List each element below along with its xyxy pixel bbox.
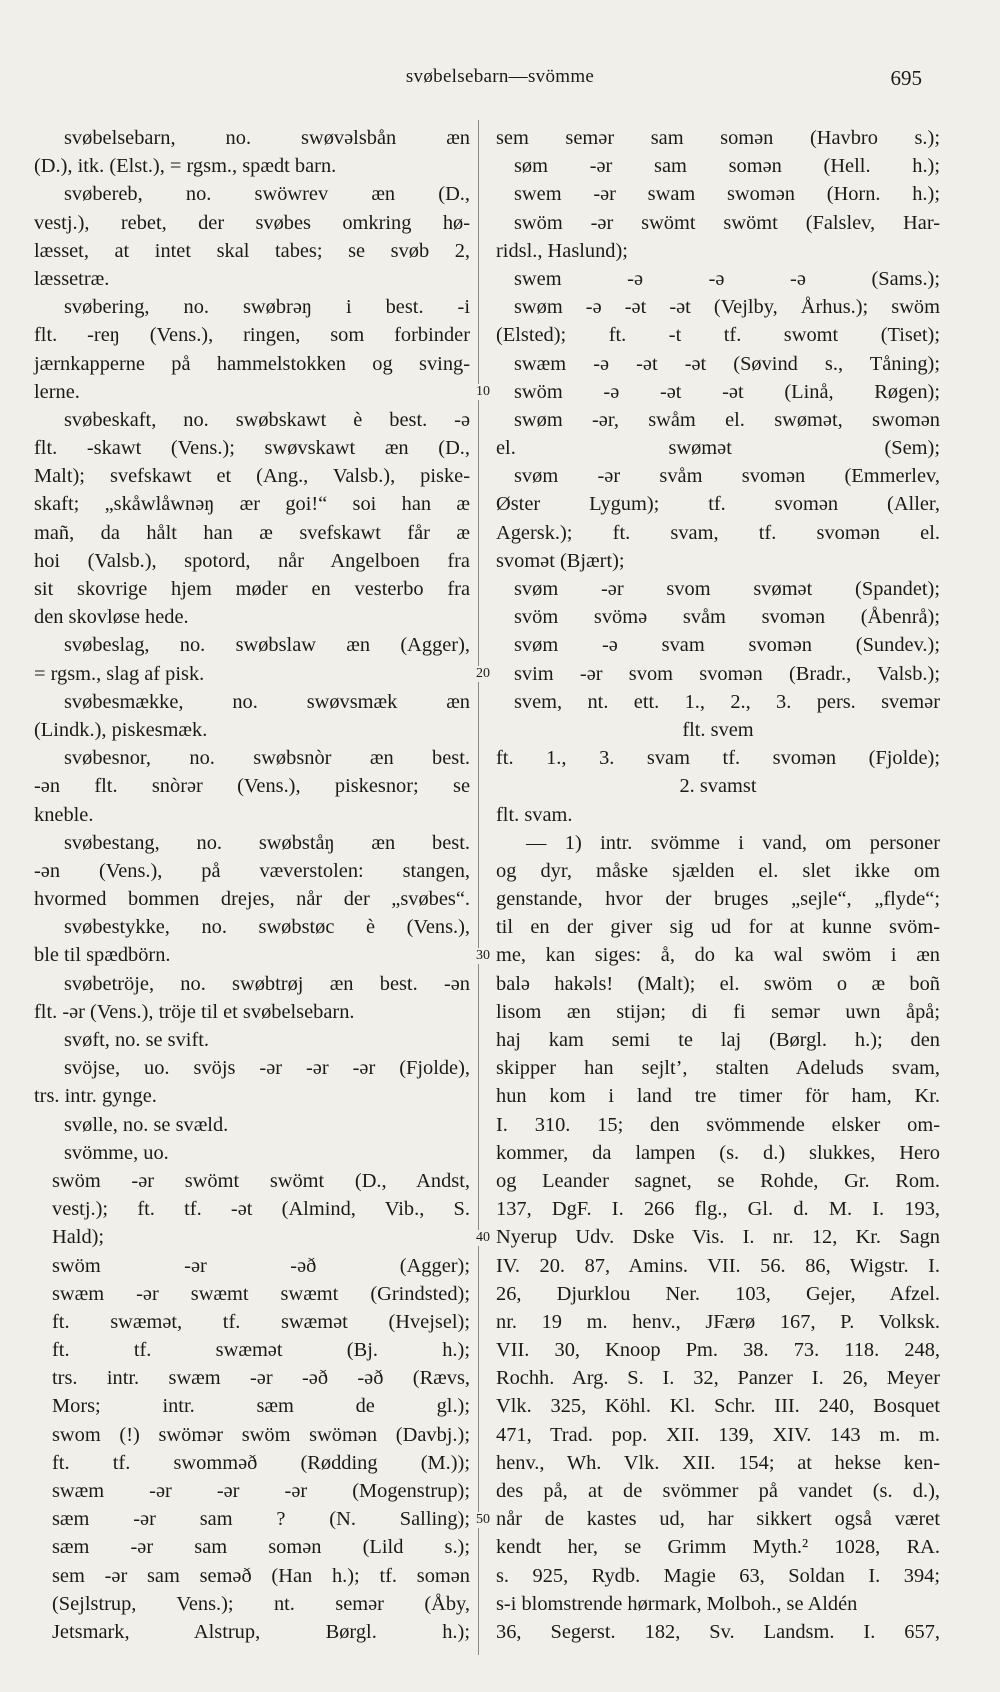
left-column-line: svølle, no. se svæld.: [64, 1113, 229, 1136]
right-column-line: flt. svem: [682, 718, 754, 741]
left-column-line: Jetsmark, Alstrup, Børgl. h.);: [52, 1620, 470, 1643]
line-number: 10: [472, 384, 494, 400]
right-column-line: svöm svömə svåm svomən (Åbenrå);: [514, 606, 940, 629]
right-column-line: når de kastes ud, har sikkert også været: [496, 1508, 940, 1531]
left-column-line: (D.), itk. (Elst.), = rgsm., spædt barn.: [34, 155, 337, 178]
right-column-line: swøm -ər, swåm el. swømət, swomən: [514, 408, 940, 431]
right-column-line: VII. 30, Knoop Pm. 38. 73. 118. 248,: [496, 1339, 940, 1362]
right-column-line: og dyr, måske sjælden el. slet ikke om: [496, 859, 940, 882]
left-column-line: jærnkapperne på hammelstokken og sving-: [34, 352, 470, 375]
line-number: 50: [472, 1512, 494, 1528]
right-column-line: swem -ər swam swomən (Horn. h.);: [514, 183, 940, 206]
left-column-line: swöm -ər swömt swömt (D., Andst,: [52, 1169, 470, 1192]
left-column-line: sæm -ər sam ? (N. Salling);: [52, 1508, 470, 1531]
right-column-line: IV. 20. 87, Amins. VII. 56. 86, Wigstr. I.: [496, 1254, 940, 1277]
right-column-line: me, kan siges: å, do ka wal swöm i æn: [496, 944, 940, 967]
right-column-line: swøm -ə -ət -ət (Vejlby, Århus.); swöm: [514, 296, 940, 319]
right-column-line: svem, nt. ett. 1., 2., 3. pers. svemər: [514, 690, 940, 713]
left-column-line: ft. swæmət, tf. swæmət (Hvejsel);: [52, 1310, 470, 1333]
left-column-line: svömme, uo.: [64, 1141, 169, 1164]
right-column-line: kommer, da lampen (s. d.) slukkes, Hero: [496, 1141, 940, 1164]
left-column-line: svøbeskaft, no. swøbskawt è best. -ə: [64, 408, 470, 431]
right-column-line: I. 310. 15; den svömmende elsker om-: [496, 1113, 940, 1136]
left-column-line: mañ, da hålt han æ svefskawt får æ: [34, 521, 470, 544]
left-column-line: svøbelsebarn, no. swøvəlsbån æn: [64, 127, 470, 149]
right-column-line: 137, DgF. I. 266 flg., Gl. d. M. I. 193,: [496, 1198, 940, 1221]
left-column-line: Mors; intr. sæm de gl.);: [52, 1395, 470, 1418]
running-title: svøbelsebarn—svömme: [405, 66, 595, 87]
left-column-line: ft. tf. swæmət (Bj. h.);: [52, 1339, 470, 1362]
left-column-line: (Sejlstrup, Vens.); nt. semər (Åby,: [52, 1592, 470, 1615]
left-column-line: swöm -ər -əð (Agger);: [52, 1254, 470, 1277]
left-column-line: hoi (Valsb.), spotord, når Angelboen fra: [34, 549, 470, 572]
left-column-line: skaft; „skåwlåwnəŋ ær goi!“ soi han æ: [34, 493, 470, 516]
right-column-line: nr. 19 m. henv., JFærø 167, P. Volksk.: [496, 1310, 940, 1333]
left-column-line: svöjse, uo. svöjs -ər -ər -ər (Fjolde),: [64, 1057, 470, 1080]
left-column-line: swæm -ər swæmt swæmt (Grindsted);: [52, 1282, 470, 1305]
right-column-line: og Leander sagnet, se Rohde, Gr. Rom.: [496, 1169, 940, 1192]
left-column-line: sit skovrige hjem møder en vesterbo fra: [34, 578, 470, 600]
left-column-line: kneble.: [34, 803, 94, 826]
right-column-line: flt. svam.: [496, 803, 573, 826]
right-column-line: swöm -ər swömt swömt (Falslev, Har-: [514, 211, 940, 234]
right-column-line: (Elsted); ft. -t tf. swomt (Tiset);: [496, 324, 940, 347]
right-column-line: kendt her, se Grimm Myth.² 1028, RA.: [496, 1536, 940, 1559]
left-column-line: Hald);: [52, 1226, 105, 1249]
right-column-line: svøm -ər svom svømət (Spandet);: [514, 578, 940, 600]
left-column-line: flt. -ər (Vens.), tröje til et svøbelsebarn.: [34, 1000, 355, 1023]
right-column-line: ridsl., Haslund);: [496, 239, 628, 262]
left-column-line: vestj.); ft. tf. -ət (Almind, Vib., S.: [52, 1198, 470, 1221]
left-column-line: svøbetröje, no. swøbtrøj æn best. -ən: [64, 972, 470, 995]
left-column-line: svøbereb, no. swöwrev æn (D.,: [64, 183, 470, 206]
left-column-line: læssetræ.: [34, 267, 110, 290]
left-column-line: flt. -skawt (Vens.); swøvskawt æn (D.,: [34, 437, 470, 460]
right-column-line: 36, Segerst. 182, Sv. Landsm. I. 657,: [496, 1620, 940, 1643]
right-column-line: swæm -ə -ət -ət (Søvind s., Tåning);: [514, 352, 940, 375]
right-column-line: til en der giver sig ud for at kunne svöm-: [496, 916, 940, 939]
right-column-line: el. swømət (Sem);: [496, 437, 940, 460]
left-column-line: (Lindk.), piskesmæk.: [34, 718, 208, 741]
left-column-line: sem -ər sam seməð (Han h.); tf. somən: [52, 1564, 470, 1587]
left-column-line: læsset, at intet skal tabes; se svøb 2,: [34, 239, 470, 262]
column-divider: [478, 120, 479, 1655]
left-column-line: svøbesmække, no. swøvsmæk æn: [64, 690, 470, 713]
left-column-line: svøbestang, no. swøbståŋ æn best.: [64, 831, 470, 854]
left-column-line: svøbering, no. swøbrəŋ i best. -i: [64, 296, 470, 319]
page-header: [0, 66, 1000, 96]
right-column-line: 26, Djurklou Ner. 103, Gejer, Afzel.: [496, 1282, 940, 1305]
right-column-line: svim -ər svom svomən (Bradr., Valsb.);: [514, 662, 940, 685]
right-column-line: 471, Trad. pop. XII. 139, XIV. 143 m. m.: [496, 1423, 940, 1446]
right-column-line: skipper han sejlt’, stalten Adeluds svam,: [496, 1057, 940, 1080]
right-column-line: søm -ər sam somən (Hell. h.);: [514, 155, 940, 178]
right-column-line: hun kom i land tre timer för ham, Kr.: [496, 1085, 940, 1108]
left-column-line: ble til spædbörn.: [34, 944, 171, 967]
right-column-line: svøm -ə svam svomən (Sundev.);: [514, 634, 940, 657]
left-column-line: -ən flt. snòrər (Vens.), piskesnor; se: [34, 775, 470, 798]
right-column-line: ft. 1., 3. svam tf. svomən (Fjolde);: [496, 747, 940, 770]
left-column-line: vestj.), rebet, der svøbes omkring hø-: [34, 211, 470, 234]
left-column-line: -ən (Vens.), på væverstolen: stangen,: [34, 859, 470, 882]
right-column-line: Øster Lygum); tf. svomən (Aller,: [496, 493, 940, 516]
left-column-line: = rgsm., slag af pisk.: [34, 662, 205, 685]
right-column: [496, 124, 940, 1646]
right-column-line: Rochh. Arg. S. I. 32, Panzer I. 26, Meyer: [496, 1367, 940, 1390]
left-column-line: trs. intr. gynge.: [34, 1085, 157, 1108]
left-column-line: hvormed bommen drejes, når der „svøbes“.: [34, 888, 470, 911]
left-column-line: den skovløse hede.: [34, 606, 189, 629]
left-column-line: svøft, no. se svift.: [64, 1029, 209, 1051]
right-column-line: balə hakəls! (Malt); el. swöm o æ boñ: [496, 972, 940, 995]
line-number: 30: [472, 948, 494, 964]
left-column-line: swæm -ər -ər -ər (Mogenstrup);: [52, 1480, 470, 1502]
line-number: 40: [472, 1230, 494, 1246]
right-column-line: haj kam semi te laj (Børgl. h.); den: [496, 1029, 940, 1051]
right-column-line: genstande, hvor der bruges „sejle“, „flyde“;: [496, 888, 940, 911]
left-column-line: trs. intr. swæm -ər -əð -əð (Rævs,: [52, 1367, 470, 1390]
left-column-line: ft. tf. swomməð (Rødding (M.));: [52, 1451, 470, 1474]
right-column-line: Nyerup Udv. Dske Vis. I. nr. 12, Kr. Sagn: [496, 1226, 940, 1249]
right-column-line: 2. svamst: [679, 775, 757, 798]
right-column-line: swem -ə -ə -ə (Sams.);: [514, 267, 940, 290]
left-column-line: svøbeslag, no. swøbslaw æn (Agger),: [64, 634, 470, 657]
right-column-line: svomət (Bjært);: [496, 549, 625, 572]
left-column: [34, 124, 470, 1646]
left-column-line: svøbesnor, no. swøbsnòr æn best.: [64, 747, 470, 770]
page-number: 695: [890, 66, 922, 90]
right-column-line: s. 925, Rydb. Magie 63, Soldan I. 394;: [496, 1564, 940, 1587]
left-column-line: Malt); svefskawt et (Ang., Valsb.), piske-: [34, 465, 470, 488]
line-number: 20: [472, 666, 494, 682]
right-column-line: svøm -ər svåm svomən (Emmerlev,: [514, 465, 940, 488]
right-column-line: sem semər sam somən (Havbro s.);: [496, 127, 940, 149]
right-column-line: lisom æn stijən; di fi semər uwn åpå;: [496, 1000, 940, 1023]
right-column-line: Vlk. 325, Köhl. Kl. Schr. III. 240, Bosquet: [496, 1395, 940, 1418]
right-column-line: des på, at de svömmer på vandet (s. d.),: [496, 1480, 940, 1502]
right-column-line: s-i blomstrende hørmark, Molboh., se Aldén: [496, 1592, 858, 1615]
left-column-line: svøbestykke, no. swøbstøc è (Vens.),: [64, 916, 470, 939]
right-column-line: Agersk.); ft. svam, tf. svomən el.: [496, 521, 940, 544]
right-column-line: — 1) intr. svömme i vand, om personer: [526, 831, 940, 854]
left-column-line: flt. -reŋ (Vens.), ringen, som forbinder: [34, 324, 470, 347]
right-column-line: swöm -ə -ət -ət (Linå, Røgen);: [514, 380, 940, 403]
left-column-line: swom (!) swömər swöm swömən (Davbj.);: [52, 1423, 470, 1446]
left-column-line: sæm -ər sam somən (Lild s.);: [52, 1536, 470, 1559]
left-column-line: lerne.: [34, 380, 80, 403]
right-column-line: henv., Wh. Vlk. XII. 154; at hekse ken-: [496, 1451, 940, 1474]
